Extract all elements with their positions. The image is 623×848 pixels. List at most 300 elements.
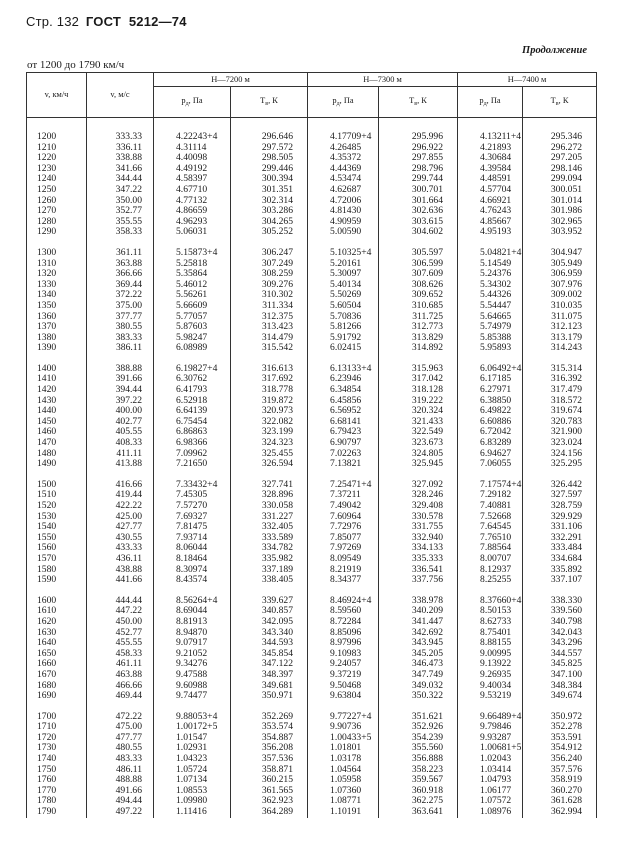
pressure-value: 8.59560 bbox=[330, 605, 362, 617]
temperature-value: 312.123 bbox=[550, 321, 583, 333]
speed-kmh-value: 1630 bbox=[37, 626, 57, 638]
temperature-value: 320.973 bbox=[261, 405, 294, 417]
pressure-value: 7.81475 bbox=[176, 521, 208, 533]
temperature-cell bbox=[379, 586, 458, 702]
page-header bbox=[26, 14, 187, 29]
temperature-value: 309.276 bbox=[261, 278, 294, 290]
temperature-value: 344.557 bbox=[550, 647, 583, 659]
temperature-value: 317.479 bbox=[550, 384, 583, 396]
speed-kmh-value: 1730 bbox=[37, 742, 57, 754]
temperature-value: 330.578 bbox=[411, 510, 444, 522]
speed-kmh-value: 1720 bbox=[37, 731, 57, 743]
pressure-value: 6.49822 bbox=[480, 405, 512, 417]
temperature-value: 314.892 bbox=[411, 342, 444, 354]
temperature-value: 300.701 bbox=[411, 183, 444, 195]
speed-ms-value: 486.11 bbox=[115, 763, 142, 775]
speed-kmh-value: 1590 bbox=[37, 574, 57, 586]
standard-label: ГОСТ bbox=[85, 14, 122, 29]
temperature-value: 332.940 bbox=[411, 531, 444, 543]
temperature-value: 345.825 bbox=[550, 658, 583, 670]
temperature-value: 303.286 bbox=[261, 205, 294, 217]
temperature-cell bbox=[231, 586, 308, 702]
speed-ms-value: 430.55 bbox=[115, 531, 142, 543]
pressure-value: 6.45856 bbox=[330, 394, 362, 406]
temperature-value: 326.442 bbox=[550, 478, 583, 490]
temperature-value: 306.599 bbox=[411, 257, 444, 269]
pressure-value: 8.06044 bbox=[176, 542, 208, 554]
temperature-cell bbox=[523, 470, 597, 586]
pressure-value: 8.12937 bbox=[480, 563, 512, 575]
pressure-value: 4.58397 bbox=[176, 173, 208, 185]
header-altitude-1: H—7200 м bbox=[154, 73, 308, 87]
pressure-value: 4.77132 bbox=[176, 194, 208, 206]
pressure-value: 6.08989 bbox=[176, 342, 208, 354]
pressure-value: 7.64545 bbox=[480, 521, 512, 533]
pressure-cell bbox=[308, 118, 379, 238]
pressure-value: 9.37219 bbox=[330, 668, 362, 680]
temperature-value: 350.322 bbox=[411, 690, 444, 702]
speed-ms-value: 402.77 bbox=[115, 415, 142, 427]
temperature-value: 342.095 bbox=[261, 615, 294, 627]
speed-ms-value: 477.77 bbox=[115, 731, 142, 743]
pressure-value: 1.06177 bbox=[480, 784, 512, 796]
temperature-value: 343.340 bbox=[261, 626, 294, 638]
temperature-value: 329.408 bbox=[411, 500, 444, 511]
temperature-value: 310.302 bbox=[261, 289, 294, 301]
temperature-cell bbox=[379, 354, 458, 470]
temperature-value: 311.334 bbox=[262, 299, 294, 311]
pressure-value: 5.66609 bbox=[176, 299, 208, 311]
speed-ms-value: 461.11 bbox=[115, 658, 142, 670]
speed-kmh-value: 1560 bbox=[37, 542, 57, 554]
temperature-value: 318.572 bbox=[550, 394, 583, 406]
speed-kmh-value: 1290 bbox=[37, 226, 57, 238]
temperature-cell bbox=[379, 702, 458, 818]
speed-kmh-value: 1470 bbox=[37, 437, 57, 449]
temperature-value: 355.560 bbox=[411, 742, 444, 754]
page-label: Стр. 132 bbox=[26, 14, 80, 29]
pressure-value: 7.88564 bbox=[480, 542, 512, 554]
temperature-value: 343.296 bbox=[550, 637, 583, 649]
temperature-value: 304.602 bbox=[411, 226, 444, 238]
pressure-value: 9.79846 bbox=[480, 721, 512, 733]
speed-range-note: от 1200 до 1790 км/ч bbox=[27, 59, 125, 71]
temperature-value: 297.855 bbox=[411, 152, 444, 164]
pressure-value: 5.14549 bbox=[480, 257, 512, 269]
pressure-value: 6.98366 bbox=[176, 437, 208, 449]
speed-ms-value: 372.22 bbox=[115, 289, 142, 301]
temperature-value: 298.146 bbox=[550, 162, 583, 174]
speed-kmh-value: 1580 bbox=[37, 563, 57, 575]
table-row-group bbox=[27, 702, 597, 818]
temperature-value: 362.275 bbox=[411, 795, 444, 807]
pressure-cell bbox=[154, 118, 231, 238]
pressure-value: 6.94627 bbox=[480, 447, 512, 459]
speed-ms-value: 363.88 bbox=[115, 257, 142, 269]
temperature-value: 308.259 bbox=[261, 268, 294, 280]
pressure-value: 8.09549 bbox=[330, 552, 362, 564]
temperature-value: 301.014 bbox=[550, 194, 583, 206]
temperature-value: 334.133 bbox=[411, 542, 444, 554]
temperature-value: 333.484 bbox=[550, 542, 583, 554]
temperature-value: 349.681 bbox=[261, 679, 294, 691]
temperature-value: 352.269 bbox=[261, 710, 294, 722]
speed-ms-value: 361.11 bbox=[115, 246, 142, 258]
header-t-3: $T_в$, К bbox=[523, 87, 597, 118]
temperature-value: 317.042 bbox=[411, 373, 444, 385]
pressure-value: 4.81430 bbox=[330, 205, 362, 217]
table-row-group bbox=[27, 118, 597, 238]
temperature-value: 348.397 bbox=[261, 668, 294, 680]
speed-ms-value: 394.44 bbox=[115, 384, 142, 396]
temperature-value: 346.473 bbox=[411, 658, 444, 670]
speed-kmh-value: 1310 bbox=[37, 257, 57, 269]
temperature-value: 314.479 bbox=[261, 331, 294, 343]
speed-ms-value: 366.66 bbox=[115, 268, 142, 280]
pressure-value: 7.52668 bbox=[480, 510, 512, 522]
speed-kmh-value: 1510 bbox=[37, 489, 57, 501]
temperature-cell bbox=[231, 470, 308, 586]
temperature-value: 339.560 bbox=[550, 605, 583, 617]
speed-ms-value: 433.33 bbox=[115, 542, 142, 554]
speed-kmh-value: 1750 bbox=[37, 763, 57, 775]
pressure-value: 4.85667 bbox=[480, 215, 512, 227]
temperature-value: 327.092 bbox=[411, 478, 444, 490]
speed-ms-value: 419.44 bbox=[115, 489, 142, 501]
pressure-value: 7.97269 bbox=[330, 542, 362, 554]
temperature-value: 298.505 bbox=[261, 152, 294, 164]
speed-ms-value: 352.77 bbox=[115, 205, 142, 217]
temperature-value: 301.664 bbox=[411, 194, 444, 206]
temperature-value: 324.323 bbox=[261, 437, 294, 449]
speed-ms-value: 494.44 bbox=[115, 795, 142, 807]
pressure-cell bbox=[308, 702, 379, 818]
pressure-value: 7.76510 bbox=[480, 531, 512, 543]
speed-kmh-value: 1680 bbox=[37, 679, 57, 691]
speed-ms-value: 483.33 bbox=[115, 753, 142, 765]
speed-kmh-value: 1570 bbox=[37, 552, 57, 564]
temperature-value: 323.673 bbox=[411, 437, 444, 449]
temperature-value: 349.674 bbox=[550, 690, 583, 702]
temperature-cell bbox=[523, 354, 597, 470]
temperature-cell bbox=[379, 470, 458, 586]
pressure-value: 6.13133+4 bbox=[330, 362, 372, 374]
temperature-value: 322.082 bbox=[261, 415, 294, 427]
pressure-value: 4.30684 bbox=[480, 152, 512, 164]
pressure-value: 7.72976 bbox=[330, 521, 362, 533]
speed-kmh-value: 1490 bbox=[37, 458, 57, 470]
temperature-value: 305.949 bbox=[550, 257, 583, 269]
speed-ms-value: 388.88 bbox=[115, 362, 142, 374]
temperature-value: 300.394 bbox=[261, 173, 294, 185]
pressure-value: 6.68141 bbox=[330, 415, 362, 427]
temperature-value: 313.829 bbox=[411, 331, 444, 343]
speed-ms-value: 472.22 bbox=[115, 710, 142, 722]
temperature-cell bbox=[231, 354, 308, 470]
pressure-value: 9.53219 bbox=[480, 690, 512, 702]
temperature-value: 334.782 bbox=[261, 542, 294, 554]
pressure-value: 6.34854 bbox=[330, 384, 362, 396]
temperature-value: 296.646 bbox=[261, 131, 294, 142]
pressure-value: 5.60504 bbox=[330, 299, 362, 311]
pressure-value: 9.26935 bbox=[480, 668, 512, 680]
pressure-cell bbox=[308, 354, 379, 470]
temperature-value: 324.156 bbox=[550, 447, 583, 459]
temperature-value: 348.384 bbox=[550, 679, 583, 691]
pressure-value: 8.94870 bbox=[176, 626, 208, 638]
pressure-value: 8.62733 bbox=[480, 615, 512, 627]
speed-kmh-value: 1740 bbox=[37, 753, 57, 765]
temperature-value: 301.986 bbox=[550, 205, 583, 217]
pressure-value: 5.54447 bbox=[480, 299, 512, 311]
temperature-value: 337.189 bbox=[261, 563, 294, 575]
pressure-value: 7.09962 bbox=[176, 447, 208, 459]
temperature-value: 353.574 bbox=[261, 721, 294, 733]
speed-kmh-value: 1530 bbox=[37, 510, 57, 522]
pressure-value: 7.45305 bbox=[176, 489, 208, 501]
temperature-value: 318.778 bbox=[261, 384, 294, 396]
pressure-value: 9.13922 bbox=[480, 658, 512, 670]
pressure-value: 7.60964 bbox=[330, 510, 362, 522]
pressure-value: 1.03178 bbox=[330, 753, 362, 765]
temperature-value: 323.024 bbox=[550, 437, 583, 449]
pressure-value: 4.62687 bbox=[330, 183, 362, 195]
temperature-value: 312.375 bbox=[261, 310, 294, 322]
temperature-value: 331.227 bbox=[261, 510, 294, 522]
temperature-value: 340.857 bbox=[261, 605, 294, 617]
pressure-value: 1.08771 bbox=[330, 795, 362, 807]
speed-kmh-value: 1690 bbox=[37, 690, 57, 702]
pressure-value: 9.63804 bbox=[330, 690, 362, 702]
pressure-value: 5.15873+4 bbox=[176, 246, 218, 258]
speed-ms-value: 416.66 bbox=[115, 478, 142, 490]
temperature-value: 356.888 bbox=[411, 753, 444, 765]
pressure-value: 9.40034 bbox=[480, 679, 512, 691]
pressure-value: 9.00995 bbox=[480, 647, 512, 659]
temperature-value: 325.295 bbox=[550, 458, 583, 470]
temperature-value: 335.333 bbox=[411, 552, 444, 564]
speed-kmh-value: 1430 bbox=[37, 394, 57, 406]
speed-ms-cell bbox=[87, 238, 154, 354]
pressure-value: 9.10983 bbox=[330, 647, 362, 659]
pressure-cell bbox=[308, 470, 379, 586]
speed-kmh-cell bbox=[27, 470, 87, 586]
pressure-value: 1.00433+5 bbox=[330, 731, 372, 743]
pressure-value: 6.79423 bbox=[330, 426, 362, 438]
temperature-value: 304.265 bbox=[261, 215, 294, 227]
speed-ms-value: 427.77 bbox=[115, 521, 142, 533]
pressure-cell bbox=[458, 702, 523, 818]
pressure-value: 7.69327 bbox=[176, 510, 208, 522]
temperature-cell bbox=[231, 238, 308, 354]
speed-ms-value: 336.11 bbox=[115, 141, 142, 153]
pressure-value: 5.77057 bbox=[176, 310, 208, 322]
temperature-value: 319.674 bbox=[550, 405, 583, 417]
speed-ms-value: 480.55 bbox=[115, 742, 142, 754]
table-row-group bbox=[27, 354, 597, 470]
pressure-value: 1.01801 bbox=[330, 742, 362, 754]
temperature-value: 338.405 bbox=[261, 574, 294, 586]
atmosphere-table bbox=[26, 72, 597, 818]
pressure-value: 8.81913 bbox=[176, 615, 208, 627]
speed-ms-value: 347.22 bbox=[115, 183, 142, 195]
pressure-value: 9.24057 bbox=[330, 658, 362, 670]
temperature-value: 340.209 bbox=[411, 605, 444, 617]
pressure-cell bbox=[308, 586, 379, 702]
header-v-ms: v, м/с bbox=[87, 73, 154, 118]
speed-ms-value: 397.22 bbox=[115, 394, 142, 406]
temperature-value: 321.900 bbox=[550, 426, 583, 438]
temperature-value: 314.243 bbox=[550, 342, 583, 354]
pressure-value: 5.70836 bbox=[330, 310, 362, 322]
pressure-value: 1.04323 bbox=[176, 753, 208, 765]
pressure-value: 1.01547 bbox=[176, 731, 208, 743]
speed-ms-value: 383.33 bbox=[115, 331, 142, 343]
pressure-value: 1.02043 bbox=[480, 753, 512, 765]
speed-kmh-value: 1600 bbox=[37, 594, 57, 606]
speed-kmh-value: 1220 bbox=[37, 152, 57, 164]
temperature-value: 317.692 bbox=[261, 373, 294, 385]
temperature-value: 308.626 bbox=[411, 278, 444, 290]
speed-kmh-value: 1240 bbox=[37, 173, 57, 185]
temperature-value: 342.692 bbox=[411, 626, 444, 638]
pressure-cell bbox=[154, 586, 231, 702]
pressure-value: 5.56261 bbox=[176, 289, 208, 301]
speed-kmh-value: 1790 bbox=[37, 806, 57, 818]
temperature-value: 301.351 bbox=[261, 183, 294, 195]
pressure-value: 8.43574 bbox=[176, 574, 208, 586]
speed-ms-value: 358.33 bbox=[115, 226, 142, 238]
temperature-value: 340.798 bbox=[550, 615, 583, 627]
temperature-value: 347.122 bbox=[261, 658, 294, 670]
pressure-value: 5.74979 bbox=[480, 321, 512, 333]
temperature-value: 352.278 bbox=[550, 721, 583, 733]
pressure-value: 4.86659 bbox=[176, 205, 208, 217]
temperature-value: 335.982 bbox=[261, 552, 294, 564]
temperature-value: 354.887 bbox=[261, 731, 294, 743]
temperature-value: 315.542 bbox=[261, 342, 294, 354]
pressure-value: 7.21650 bbox=[176, 458, 208, 470]
temperature-value: 299.094 bbox=[550, 173, 583, 185]
pressure-value: 6.72042 bbox=[480, 426, 512, 438]
temperature-value: 360.270 bbox=[550, 784, 583, 796]
pressure-value: 4.44369 bbox=[330, 162, 362, 174]
temperature-value: 347.749 bbox=[411, 668, 444, 680]
speed-ms-value: 375.00 bbox=[115, 299, 142, 311]
pressure-value: 1.07134 bbox=[176, 774, 208, 786]
temperature-value: 357.576 bbox=[550, 763, 583, 775]
pressure-value: 6.41793 bbox=[176, 384, 208, 396]
pressure-value: 1.04793 bbox=[480, 774, 512, 786]
pressure-value: 6.06492+4 bbox=[480, 362, 522, 374]
pressure-value: 8.85096 bbox=[330, 626, 362, 638]
pressure-value: 8.21919 bbox=[330, 563, 362, 575]
pressure-value: 1.07360 bbox=[330, 784, 362, 796]
temperature-value: 310.685 bbox=[411, 299, 444, 311]
temperature-cell bbox=[379, 238, 458, 354]
pressure-value: 6.27971 bbox=[480, 384, 512, 396]
speed-kmh-value: 1640 bbox=[37, 637, 57, 649]
speed-kmh-value: 1780 bbox=[37, 795, 57, 807]
speed-kmh-value: 1230 bbox=[37, 162, 57, 174]
pressure-cell bbox=[154, 354, 231, 470]
pressure-value: 5.06031 bbox=[176, 226, 208, 238]
pressure-value: 9.34276 bbox=[176, 658, 208, 670]
pressure-value: 5.20161 bbox=[330, 257, 362, 269]
pressure-value: 5.40134 bbox=[330, 278, 362, 290]
pressure-value: 8.46924+4 bbox=[330, 594, 372, 606]
temperature-value: 295.996 bbox=[411, 131, 444, 142]
speed-kmh-value: 1210 bbox=[37, 141, 57, 153]
continuation-label: Продолжение bbox=[522, 45, 587, 56]
pressure-value: 5.34302 bbox=[480, 278, 512, 290]
temperature-cell bbox=[379, 118, 458, 238]
speed-kmh-cell bbox=[27, 702, 87, 818]
pressure-value: 9.74477 bbox=[176, 690, 208, 702]
speed-kmh-value: 1660 bbox=[37, 658, 57, 670]
pressure-value: 7.49042 bbox=[330, 500, 362, 511]
temperature-value: 344.593 bbox=[261, 637, 294, 649]
pressure-value: 9.88053+4 bbox=[176, 710, 218, 722]
speed-kmh-value: 1320 bbox=[37, 268, 57, 280]
pressure-cell bbox=[154, 702, 231, 818]
temperature-value: 331.755 bbox=[411, 521, 444, 533]
speed-kmh-value: 1420 bbox=[37, 384, 57, 396]
pressure-value: 1.08976 bbox=[480, 806, 512, 818]
speed-ms-value: 497.22 bbox=[115, 806, 142, 818]
speed-ms-value: 444.44 bbox=[115, 594, 142, 606]
pressure-cell bbox=[458, 586, 523, 702]
temperature-cell bbox=[523, 586, 597, 702]
temperature-value: 298.796 bbox=[411, 162, 444, 174]
speed-kmh-value: 1280 bbox=[37, 215, 57, 227]
temperature-value: 319.872 bbox=[261, 394, 294, 406]
pressure-value: 9.66489+4 bbox=[480, 710, 522, 722]
pressure-value: 5.50269 bbox=[330, 289, 362, 301]
speed-kmh-cell bbox=[27, 354, 87, 470]
speed-kmh-value: 1480 bbox=[37, 447, 57, 459]
speed-ms-value: 438.88 bbox=[115, 563, 142, 575]
pressure-value: 8.34377 bbox=[330, 574, 362, 586]
pressure-value: 4.26485 bbox=[330, 141, 362, 153]
temperature-value: 349.032 bbox=[411, 679, 444, 691]
temperature-value: 307.609 bbox=[411, 268, 444, 280]
pressure-value: 5.95893 bbox=[480, 342, 512, 354]
temperature-value: 331.106 bbox=[550, 521, 583, 533]
temperature-value: 328.759 bbox=[550, 500, 583, 511]
pressure-value: 5.10325+4 bbox=[330, 246, 372, 258]
temperature-value: 327.597 bbox=[550, 489, 583, 501]
speed-ms-value: 413.88 bbox=[115, 458, 142, 470]
temperature-cell bbox=[523, 118, 597, 238]
temperature-value: 325.455 bbox=[261, 447, 294, 459]
temperature-value: 295.346 bbox=[550, 131, 583, 142]
header-t-2: $T_в$, К bbox=[379, 87, 458, 118]
speed-kmh-value: 1670 bbox=[37, 668, 57, 680]
speed-ms-value: 469.44 bbox=[115, 690, 142, 702]
temperature-value: 304.947 bbox=[550, 246, 583, 258]
temperature-value: 358.919 bbox=[550, 774, 583, 786]
pressure-value: 6.19827+4 bbox=[176, 362, 218, 374]
speed-ms-value: 386.11 bbox=[115, 342, 142, 354]
pressure-value: 7.57270 bbox=[176, 500, 208, 511]
speed-ms-value: 344.44 bbox=[115, 173, 142, 185]
temperature-value: 319.222 bbox=[411, 394, 444, 406]
speed-ms-value: 338.88 bbox=[115, 152, 142, 164]
pressure-value: 4.72006 bbox=[330, 194, 362, 206]
temperature-value: 335.892 bbox=[550, 563, 583, 575]
pressure-value: 4.96293 bbox=[176, 215, 208, 227]
